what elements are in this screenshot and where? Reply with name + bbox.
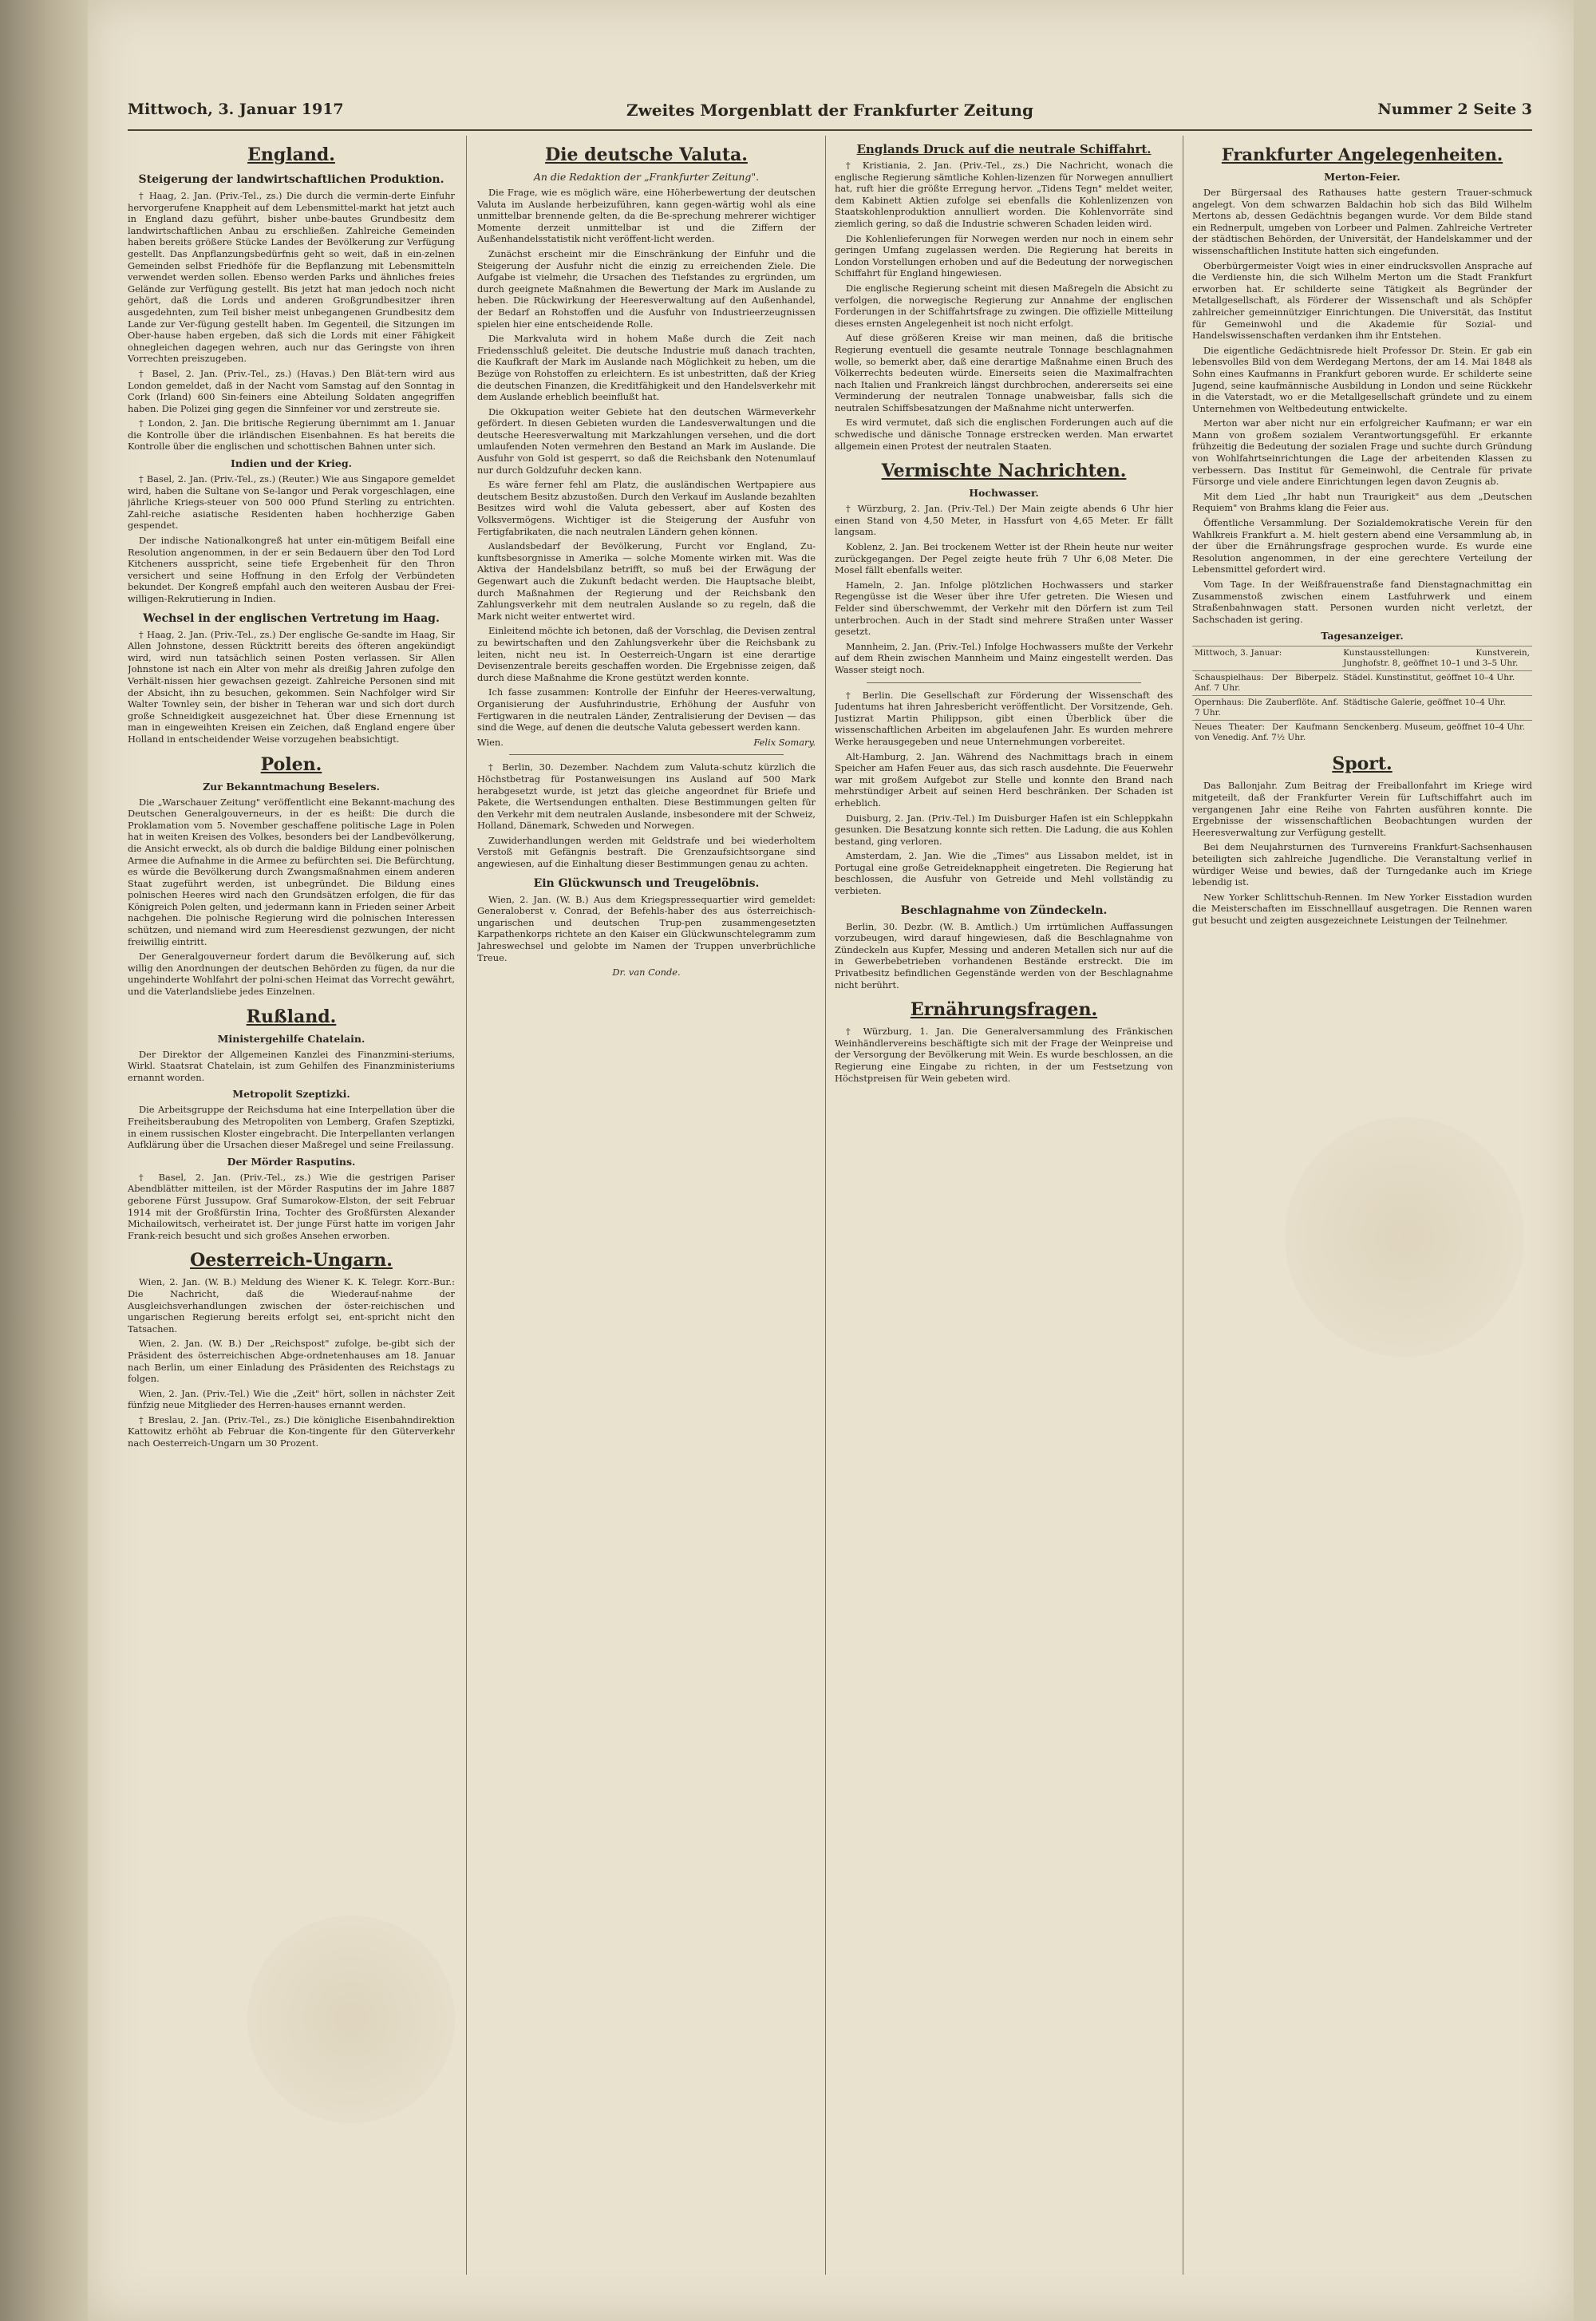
column-1 xyxy=(128,136,455,2275)
article-paragraph: † Berlin. Die Gesellschaft zur Förderung der Wissenschaft des Judentums hat ihren Jahresbericht veröffentlicht. Der Vorsitzende, Geh. Justizrat Martin Philippson, gibt einen Überblick über die wissenschaftlichen Arbeiten im abgelaufenen Jahr. Es wurden mehrere Werke herausgegeben und neue Unternehmungen vorbereitet. xyxy=(835,689,1173,747)
article-paragraph: † Würzburg, 2. Jan. (Priv.-Tel.) Der Main zeigte abends 6 Uhr hier einen Stand von 4,50 Meter, in Hassfurt von 4,65 Meter. Er fällt langsam. xyxy=(835,503,1173,538)
table-row xyxy=(1192,646,1532,671)
subheadline: Metropolit Szeptizki. xyxy=(232,1088,350,1101)
headline-vermischte: Vermischte Nachrichten. xyxy=(881,461,1127,482)
article-paragraph: Alt-Hamburg, 2. Jan. Während des Nachmittags brach in einem Speicher am Hafen Feuer aus, das sich rasch ausdehnte. Die Feuerwehr war mit großem Aufgebot zur Stelle und konnte den Brand nach mehrstündiger Arbeit auf seinen Herd beschränken. Der Schaden ist erheblich. xyxy=(835,750,1173,809)
headline-wechsel: Wechsel in der englischen Vertretung im Haag. xyxy=(143,611,440,625)
table-cell: Kunstausstellungen: Kunstverein, Junghofstr. 8, geöffnet 10–1 und 3–5 Uhr. xyxy=(1341,646,1532,671)
article-paragraph: Die „Warschauer Zeitung" veröffentlicht eine Bekannt-machung des Deutschen Generalgouverneurs, in der es heißt: Die durch die Proklamation vom 5. November geschaffene politische Lage in Polen hat in weiten Kreisen des Volkes, besonders bei der Landbevölkerung, die Ansicht erweckt, als ob durch die baldige Bildung einer polnischen Armee die Aufnahme in die Armee zu befürchten sei. Die Befürchtung, es würde die Bevölkerung durch Zwangsmaßnahmen einem anderen Staat zugeführt werden, ist unbegründet. Die Bildung eines polnischen Heeres wird nach den Grundsätzen erfolgen, die für das Königreich Polen gelten, und jedermann kann in Frieden seiner Arbeit nachgehen. Die polnische Regierung wird die polnischen Interessen schützen, und niemand wird zum Heeresdienst gezwungen, der nicht freiwillig eintritt. xyxy=(128,796,455,947)
headline-england: England. xyxy=(247,144,335,165)
headline-russland: Rußland. xyxy=(246,1006,337,1027)
column-divider xyxy=(825,136,826,2275)
article-paragraph: † Kristiania, 2. Jan. (Priv.-Tel., zs.) Die Nachricht, wonach die englische Regierung sämtliche Kohlen-lizenzen für Norwegen annulliert hat, ruft hier die größte Erregung hervor. „Tidens Tegn" meldet weiter, dem Kabinett Aktien zufolge sei ebenfalls die Kohlenlizenzen von Staatskohlenproduktion annulliert worden. Die Kohlenvorräte sind ziemlich gering, so daß die Industrie schweren Schaden leiden wird. xyxy=(835,160,1173,229)
article-paragraph: Die Markvaluta wird in hohem Maße durch die Zeit nach Friedensschluß geleitet. Die deutsche Industrie muß danach trachten, die Kaufkraft der Mark im Auslande nach Möglichkeit zu heben, um die Bezüge von Rohstoffen zu erleichtern. Es ist unbestritten, daß der Krieg die deutschen Finanzen, die Kreditfähigkeit und den Handelsverkehr mit dem Auslande erheblich beeinflußt hat. xyxy=(477,333,816,403)
subheadline: Der Mörder Rasputins. xyxy=(227,1155,356,1168)
subheadline: Zur Bekanntmachung Beselers. xyxy=(203,780,380,793)
headline-sport: Sport. xyxy=(1332,753,1393,775)
article-paragraph: Mit dem Lied „Ihr habt nun Traurigkeit" aus dem „Deutschen Requiem" von Brahms klang die Feier aus. xyxy=(1192,490,1532,514)
section-rule xyxy=(509,754,784,755)
headline-englands-druck: Englands Druck auf die neutrale Schiffahrt. xyxy=(856,142,1152,156)
article-paragraph: Auslandsbedarf der Bevölkerung, Furcht vor England, Zu-kunftsbesorgnisse in Amerika — solche Momente wirken mit. Was die Aktiva der Handelsbilanz betrifft, so muß bei der Erwägung der Gegenwart auch die Zukunft bedacht werden. Die Hauptsache bleibt, durch Maßnahmen der Regierung und der Reichsbank den Zahlungsverkehr mit dem neutralen Auslande so zu regeln, daß die Mark nicht weiter entwertet wird. xyxy=(477,540,816,622)
article-paragraph: Wien, 2. Jan. (Priv.-Tel.) Wie die „Zeit" hört, sollen in nächster Zeit fünfzig neue Mitglieder des Herren-hauses ernannt werden. xyxy=(128,1387,455,1411)
article-paragraph: † Basel, 2. Jan. (Priv.-Tel., zs.) Wie die gestrigen Pariser Abendblätter mitteilen, ist der Mörder Rasputins der im Jahre 1887 geborene Fürst Jussupow. Graf Sumarokow-Elston, der seit Februar 1914 mit der Großfürstin Irina, Tochter des Großfürsten Alexander Michailowitsch, verheiratet ist. Der junge Fürst hatte im vorigen Jahr Frank-reich besucht und sich großes Ansehen erworben. xyxy=(128,1171,455,1241)
table-row xyxy=(1192,671,1532,696)
article-paragraph: Auf diese größeren Kreise wir man meinen, daß die britische Regierung eventuell die gesamte neutrale Tonnage beschlagnahmen wolle, so bemerkt aber, daß eine derartige Maßnahme einen Bruch des Völkerrechts bedeuten würde. Einerseits seien die Maximalfrachten nach Italien und Frankreich längst durchbrochen, andererseits sei eine Verminderung der neutralen Tonnage unabweisbar, falls sich die neutralen Schiffsbesatzungen der Maßnahme nicht unterwerfen. xyxy=(835,332,1173,413)
headline-frankfurter: Frankfurter Angelegenheiten. xyxy=(1221,144,1503,164)
article-paragraph: † Breslau, 2. Jan. (Priv.-Tel., zs.) Die königliche Eisenbahndirektion Kattowitz erhöht ab Februar die Kon-tingente für den Güterverkehr nach Oesterreich-Ungarn um 30 Prozent. xyxy=(128,1414,455,1449)
article-paragraph: Die Frage, wie es möglich wäre, eine Höherbewertung der deutschen Valuta im Auslande herbeizuführen, kann gegen-wärtig wohl als eine unmittelbar brennende gelten, da die Be-sprechung mehrerer wichtiger Momente derzeit unmittelbar ist und die Ziffern der Außenhandelsstatistik nicht veröffent-licht werden. xyxy=(477,187,816,245)
article-paragraph: † Haag, 2. Jan. (Priv.-Tel., zs.) Die durch die vermin-derte Einfuhr hervorgerufene Knappheit auf dem Lebensmittel-markt hat jetzt auch in England dazu geführt, bisher unbe-bautes Grundbesitz dem landwirtschaftlichen Anbau zu erschließen. Zahlreiche Gemeinden haben bereits größere Stücke Landes der Bevölkerung zur Verfügung gestellt. Das Anpflanzungsbedürfnis geht so weit, daß in ein-zelnen Gemeinden selbst Friedhöfe für die Bepflanzung mit Lebensmitteln verwendet werden sollen. Ebenso werden Parks und ähnliches freies Gelände zur Verfügung gestellt. Bis jetzt hat man jedoch noch nicht gehört, daß die Lords und anderen Großgrundbesitzer ihren ausgedehnten, zum Teil bisher meist unbegangenen Grundbesitz dem Lande zur Ver-fügung gestellt haben. Im Gegenteil, die Sitzungen im Ober-hause haben ergeben, daß sich die Lords mit einer Fähigkeit ohnegleichen dagegen wehren, auch nur das Geringste von ihren Vorrechten preiszugeben. xyxy=(128,190,455,365)
article-signature: Felix Somary. xyxy=(753,736,816,748)
article-paragraph: † Berlin, 30. Dezember. Nachdem zum Valuta-schutz kürzlich die Höchstbetrag für Postanweisungen ins Ausland auf 500 Mark herabgesetzt wurde, ist jetzt das gleiche angeordnet für Briefe und Pakete, die Wertsendungen enthalten. Diese Bestimmungen gelten für den Verkehr mit dem neutralen Auslande, insbesondere mit der Schweiz, Holland, Dänemark, Schweden und Norwegen. xyxy=(477,761,816,832)
table-cell: Opernhaus: Die Zauberflöte. Anf. 7 Uhr. xyxy=(1192,696,1341,721)
article-paragraph: Berlin, 30. Dezbr. (W. B. Amtlich.) Um irrtümlichen Auffassungen vorzubeugen, wird darauf hingewiesen, daß die Beschlagnahme von Zündeckeln aus Kupfer, Messing und anderen Metallen sich nur auf die in Gewerbebetrieben vorhandenen Bestände erstreckt. Die im Privatbesitz befindlichen Gegenstände werden von der Beschlagnahme nicht berührt. xyxy=(835,920,1173,990)
article-paragraph: Wien, 2. Jan. (W. B.) Der „Reichspost" zufolge, be-gibt sich der Präsident des österreichischen Abge-ordnetenhauses am 18. Januar nach Berlin, um einer Einladung des Präsidenten des Reichstags zu folgen. xyxy=(128,1338,455,1385)
article-paragraph: † Basel, 2. Jan. (Priv.-Tel., zs.) (Havas.) Den Blät-tern wird aus London gemeldet, daß in der Nacht vom Samstag auf den Sonntag in Cork (Irland) 600 Sin-feiners eine Abteilung Soldaten angegriffen haben. Die Polizei ging gegen die Sinnfeiner vor und zerstreute sie. xyxy=(128,367,455,414)
table-row xyxy=(1192,721,1532,745)
article-paragraph: Es wäre ferner fehl am Platz, die ausländischen Wertpapiere aus deutschem Besitz abzustoßen. Durch den Verkauf im Auslande bezahlten Besitzes wird wohl die Valuta gebessert, aber auf Kosten des Volksvermögens. Wichtiger ist die Steigerung der Ausfuhr von Fertigfabrikaten, die nach neutralen Ländern gehen können. xyxy=(477,479,816,537)
subheadline: Tagesanzeiger. xyxy=(1321,630,1404,643)
table-cell: Neues Theater: Der Kaufmann von Venedig. Anf. 7½ Uhr. xyxy=(1192,721,1341,745)
article-paragraph: Mannheim, 2. Jan. (Priv.-Tel.) Infolge Hochwassers mußte der Verkehr auf dem Rhein zwischen Mannheim und Mainz eingestellt werden. Das Wasser steigt noch. xyxy=(835,640,1173,675)
column-3 xyxy=(835,136,1173,2275)
article-paragraph: Oberbürgermeister Voigt wies in einer eindrucksvollen Ansprache auf die Verdienste hin, die sich Wilhelm Merton um die Stadt Frankfurt erworben hat. Er schilderte seine Tätigkeit als Begründer der Metallgesellschaft, als Förderer der Wissenschaft und als Schöpfer zahlreicher gemeinnütziger Einrichtungen. Die Universität, das Institut für Gemeinwohl und die Akademie für Sozial- und Handelswissenschaften verdanken ihm ihr Entstehen. xyxy=(1192,259,1532,342)
table-cell: Schauspielhaus: Der Biberpelz. Anf. 7 Uhr. xyxy=(1192,671,1341,696)
book-binding xyxy=(0,0,88,2321)
table-cell: Städtische Galerie, geöffnet 10–4 Uhr. xyxy=(1341,696,1532,721)
headline-zuendeckel: Beschlagnahme von Zündeckeln. xyxy=(900,903,1108,917)
article-paragraph: † Basel, 2. Jan. (Priv.-Tel., zs.) (Reuter.) Wie aus Singapore gemeldet wird, haben die Sultane von Se-langor und Perak vorgeschlagen, eine jährliche Kriegs-steuer von 500 000 Pfund Sterling zu entrichten. Zahl-reiche asiatische Residenten haben hochherzige Gaben gespendet. xyxy=(128,473,455,532)
article-signature: Dr. van Conde. xyxy=(612,967,681,979)
article-paragraph: Der indische Nationalkongreß hat unter ein-mütigem Beifall eine Resolution angenommen, in der er sein Bedauern über den Tod Lord Kitcheners ausspricht, seine tiefe Ergebenheit für den Thron versichert und seine Hoffnung in den Erfolg der Verbündeten bekundet. Der Kongreß empfahl auch den weiteren Ausbau der Frei-willigen-Rekrutierung in Indien. xyxy=(128,535,455,604)
article-paragraph: Wien, 2. Jan. (W. B.) Aus dem Kriegspressequartier wird gemeldet: Generaloberst v. Conrad, der Befehls-haber des aus österreichisch-ungarischen und deutschen Trup-pen zusammengesetzten Karpathenkorps richtete an den Kaiser ein Glückwunschtelegramm zum Jahreswechsel und gelobte im Namen der Truppen unverbrüchliche Treue. xyxy=(477,893,816,963)
article-paragraph: Vom Tage. In der Weißfrauenstraße fand Dienstagnachmittag ein Zusammenstoß zwischen einem Lastfuhrwerk und einem Straßenbahnwagen statt. Personen wurden nicht verletzt, der Sachschaden ist gering. xyxy=(1192,579,1532,625)
headline-glueckwunsch: Ein Glückwunsch und Treugelöbnis. xyxy=(533,876,760,890)
subheadline: Hochwasser. xyxy=(969,487,1039,500)
signature-line xyxy=(477,737,816,749)
masthead-page-number: Nummer 2 Seite 3 xyxy=(1377,101,1532,118)
article-paragraph: † Würzburg, 1. Jan. Die Generalversammlung des Fränkischen Weinhändlervereins beschäftigte sich mit der Frage der Weinpreise und der Versorgung der Bevölkerung mit Wein. Es wurde beschlossen, an die Regierung eine Eingabe zu richten, in der um Festsetzung von Höchstpreisen für Wein gebeten wird. xyxy=(835,1026,1173,1084)
article-paragraph: Duisburg, 2. Jan. (Priv.-Tel.) Im Duisburger Hafen ist ein Schleppkahn gesunken. Die Besatzung konnte sich retten. Die Ladung, die aus Kohlen bestand, ging verloren. xyxy=(835,812,1173,847)
article-paragraph: Zuwiderhandlungen werden mit Geldstrafe und bei wiederholtem Verstoß mit Gefängnis bestraft. Die Grenzaufsichtsorgane sind angewiesen, auf die Einhaltung dieser Bestimmungen genau zu achten. xyxy=(477,834,816,870)
article-paragraph: † London, 2. Jan. Die britische Regierung übernimmt am 1. Januar die Kontrolle über die irländischen Eisenbahnen. Es hat bereits die Kontrolle über die englischen und schottischen Bahnen unter sich. xyxy=(128,417,455,453)
column-4 xyxy=(1192,136,1532,2275)
headline-valuta: Die deutsche Valuta. xyxy=(545,144,748,165)
article-paragraph: Die eigentliche Gedächtnisrede hielt Professor Dr. Stein. Er gab ein lebensvolles Bild von dem Werdegang Mertons, der am 14. Mai 1848 als Sohn eines Kaufmanns in Frankfurt geboren wurde. Er schilderte seine Jugend, seine kaufmännische Ausbildung in London und seine Rückkehr in die Vaterstadt, wo er die Metallgesellschaft gründete und zu einem Unternehmen von Weltbedeutung entwickelte. xyxy=(1192,344,1532,414)
table-cell: Mittwoch, 3. Januar: xyxy=(1192,646,1341,671)
article-paragraph: Zunächst erscheint mir die Einschränkung der Einfuhr und die Steigerung der Ausfuhr nicht die einzig zu erreichenden Ziele. Die Aufgabe ist vielmehr, die Ursachen des Tiefstandes zu ergründen, um durch geeignete Maßnahmen die Bewertung der Mark im Auslande zu heben. Die Rückwirkung der Heeresverwaltung auf den Außenhandel, der Bedarf an Rohstoffen und die Ausfuhr von Industrieerzeugnissen spielen hier eine entscheidende Rolle. xyxy=(477,247,816,330)
subheadline: Ministergehilfe Chatelain. xyxy=(217,1032,365,1045)
article-paragraph: New Yorker Schlittschuh-Rennen. Im New Yorker Eisstadion wurden die Meisterschaften im Eisschnelllauf ausgetragen. Die Rennen waren gut besucht und zeigten ausgezeichnete Leistungen der Teilnehmer. xyxy=(1192,891,1532,926)
article-paragraph: Ich fasse zusammen: Kontrolle der Einfuhr der Heeres-verwaltung, Organisierung der Ausfuhrindustrie, Erhöhung der Ausfuhr von Fertigwaren in die neutralen Länder, Zentralisierung der Devisen — das sind die Wege, auf denen die deutsche Valuta gebessert werden kann. xyxy=(477,686,816,733)
article-paragraph: Merton war aber nicht nur ein erfolgreicher Kaufmann; er war ein Mann von großem sozialem Verantwortungsgefühl. Er erkannte frühzeitig die Bedeutung der sozialen Frage und suchte durch Gründung von Wohlfahrtseinrichtungen die Lage der arbeitenden Klassen zu verbessern. Das Institut für Gemeinwohl, die Centrale für private Fürsorge und viele andere Einrichtungen legen davon Zeugnis ab. xyxy=(1192,417,1532,488)
article-intro: An die Redaktion der „Frankfurter Zeitung". xyxy=(533,171,760,183)
newspaper-page xyxy=(88,0,1574,2321)
table-row xyxy=(1192,696,1532,721)
article-paragraph: Der Bürgersaal des Rathauses hatte gestern Trauer-schmuck angelegt. Von dem schwarzen Baldachin hob sich das Bild Wilhelm Mertons ab, dessen Gedächtnis begangen wurde. Vor dem Bilde stand ein Rednerpult, umgeben von Lorbeer und Palmen. Zahlreiche Vertreter der städtischen Behörden, der Universität, der Handelskammer und der wissenschaftlichen Institute hatten sich eingefunden. xyxy=(1192,187,1532,256)
section-rule xyxy=(867,682,1141,683)
headline-ernaehrung: Ernährungsfragen. xyxy=(910,999,1098,1021)
table-cell: Senckenberg. Museum, geöffnet 10–4 Uhr. xyxy=(1341,721,1532,745)
headline-oesterreich: Oesterreich-Ungarn. xyxy=(190,1250,393,1271)
article-paragraph: Bei dem Neujahrsturnen des Turnvereins Frankfurt-Sachsenhausen beteiligten sich zahlreiche Jugendliche. Die Veranstaltung verlief in würdiger Weise und bewies, daß der Turngedanke auch im Kriege lebendig ist. xyxy=(1192,841,1532,888)
subheadline: Steigerung der landwirtschaftlichen Produktion. xyxy=(138,173,444,186)
article-paragraph: Hameln, 2. Jan. Infolge plötzlichen Hochwassers und starker Regengüsse ist die Weser über ihre Ufer getreten. Die Wiesen und Felder sind überschwemmt, der Verkehr mit den Dörfern ist zum Teil unterbrochen. Auch in der Stadt sind mehrere Straßen unter Wasser gesetzt. xyxy=(835,579,1173,638)
masthead-title: Zweites Morgenblatt der Frankfurter Zeitung xyxy=(626,101,1033,120)
article-paragraph: Wien, 2. Jan. (W. B.) Meldung des Wiener K. K. Telegr. Korr.-Bur.: Die Nachricht, daß die Wiederauf-nahme der Ausgleichsverhandlungen zwischen der öster-reichischen und ungarischen Regierung bereits erfolgt sei, ent-spricht nicht den Tatsachen. xyxy=(128,1276,455,1334)
article-paragraph: Es wird vermutet, daß sich die englischen Forderungen auch auf die schwedische und dänische Tonnage erstrecken werden. Man erwartet allgemein einen Protest der neutralen Staaten. xyxy=(835,417,1173,452)
article-paragraph: Öffentliche Versammlung. Der Sozialdemokratische Verein für den Wahlkreis Frankfurt a. M. hielt gestern abend eine Versammlung ab, in der über die Ernährungsfrage gesprochen wurde. Es wurde eine Resolution angenommen, in der eine gerechtere Verteilung der Lebensmittel gefordert wird. xyxy=(1192,517,1532,575)
table-cell: Städel. Kunstinstitut, geöffnet 10–4 Uhr. xyxy=(1341,671,1532,696)
article-paragraph: Die Kohlenlieferungen für Norwegen werden nur noch in einem sehr geringen Umfang zugelassen werden. Die Regierung hat bereits in London Vorstellungen erhoben und auf die Bedeutung der norwegischen Schiffahrt für England hingewiesen. xyxy=(835,232,1173,279)
column-2 xyxy=(477,136,816,2275)
masthead xyxy=(128,94,1532,131)
subheadline: Indien und der Krieg. xyxy=(231,457,352,470)
article-paragraph: Das Ballonjahr. Zum Beitrag der Freiballonfahrt im Kriege wird mitgeteilt, daß der Frankfurter Verein für Luftschiffahrt auch im vergangenen Jahr eine Reihe von Fahrten ausführen konnte. Die Ergebnisse der wissenschaftlichen Beobachtungen wurden der Heeresverwaltung zur Verfügung gestellt. xyxy=(1192,780,1532,838)
article-paragraph: Die englische Regierung scheint mit diesen Maßregeln die Absicht zu verfolgen, die norwegische Regierung zur Annahme der englischen Forderungen in der Schiffahrtsfrage zu zwingen. Die offizielle Mitteilung dieses ernsten Angelegenheit ist noch nicht erfolgt. xyxy=(835,282,1173,329)
subheadline: Merton-Feier. xyxy=(1324,171,1400,183)
article-paragraph: Einleitend möchte ich betonen, daß der Vorschlag, die Devisen zentral zu bewirtschaften und den Zahlungsverkehr über die Reichsbank zu leiten, nicht neu ist. In Oesterreich-Ungarn ist eine derartige Devisenzentrale bereits geschaffen worden. Die Ergebnisse zeigen, daß durch diese Maßnahme die Krone gestützt werden konnte. xyxy=(477,625,816,683)
headline-polen: Polen. xyxy=(260,753,322,775)
article-paragraph: Der Generalgouverneur fordert darum die Bevölkerung auf, sich willig den Anordnungen der deutschen Behörden zu fügen, da nur die ungehinderte Wohlfahrt der polni-schen Heimat das Vorrecht gewährt, und die Vaterlandsliebe jedes Einzelnen. xyxy=(128,951,455,998)
tagesanzeiger-table xyxy=(1192,646,1532,745)
article-paragraph: Der Direktor der Allgemeinen Kanzlei des Finanzmini-steriums, Wirkl. Staatsrat Chatelain, ist zum Gehilfen des Finanzministeriums ernannt worden. xyxy=(128,1048,455,1083)
masthead-date: Mittwoch, 3. Januar 1917 xyxy=(128,101,344,118)
article-paragraph: Koblenz, 2. Jan. Bei trockenem Wetter ist der Rhein heute nur weiter zurückgegangen. Der Pegel zeigte heute früh 7 Uhr 6,08 Meter. Die Mosel fällt ebenfalls weiter. xyxy=(835,541,1173,576)
article-paragraph: Die Okkupation weiter Gebiete hat den deutschen Wärmeverkehr gefördert. In diesen Gebieten wurden die Landesverwaltungen und die deutsche Heeresverwaltung mit Markzahlungen versehen, und die dort umlaufenden Noten vermehren den Bestand an Mark im Auslande. Die Ausfuhr von Gold ist gesperrt, so daß die Reichsbank den Notenumlauf nur durch Goldzufuhr decken kann. xyxy=(477,405,816,476)
column-divider xyxy=(466,136,467,2275)
article-paragraph: Amsterdam, 2. Jan. Wie die „Times" aus Lissabon meldet, ist in Portugal eine große Getreideknappheit eingetreten. Die Regierung hat beschlossen, die Ausfuhr von Getreide und Mehl vollständig zu verbieten. xyxy=(835,850,1173,897)
article-paragraph: † Haag, 2. Jan. (Priv.-Tel., zs.) Der englische Ge-sandte im Haag, Sir Allen Johnstone, dessen Rücktritt bereits des öfteren angekündigt wird, wird nun tatsächlich seinen Posten verlassen. Sir Allen Johnstone ist nach ein Alter von mehr als dreißig Jahren zufolge den Verhält-nissen hier gewachsen gezeigt. Zahlreiche Personen sind mit der Absicht, ihn zu besuchen, gekommen. Sein Nachfolger wird Sir Walter Townley sein, der bisher in Teheran war und sich dort durch große Schneidigkeit ausgezeichnet hat. Über diese Ernennung ist man in eingeweihten Kreisen ein Zeichen, daß England engere über Holland in entscheidender Weise vorzugehen beabsichtigt. xyxy=(128,628,455,745)
article-paragraph: Die Arbeitsgruppe der Reichsduma hat eine Interpellation über die Freiheitsberaubung des Metropoliten von Lemberg, Grafen Szeptizki, in einem russischen Kloster eingebracht. Die Interpellanten verlangen Aufklärung über die Ursachen dieser Maßregel und seine Freilassung. xyxy=(128,1104,455,1151)
article-place: Wien. xyxy=(477,736,504,748)
